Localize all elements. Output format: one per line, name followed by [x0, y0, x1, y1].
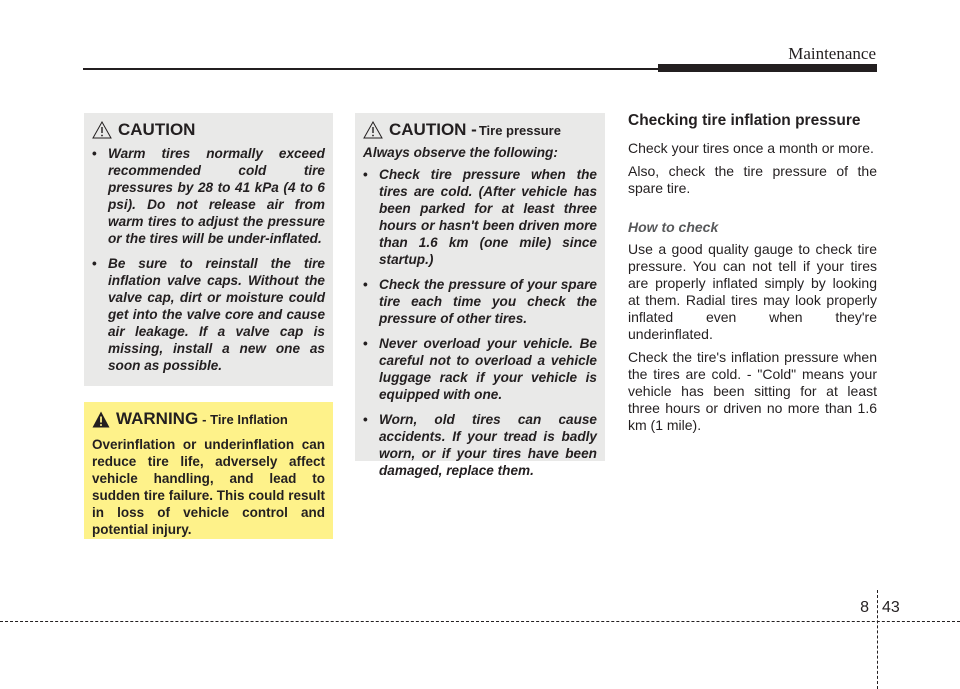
list-item: • Worn, old tires can cause accidents. If your tread is badly worn, or if your tires have been damaged, replace them.: [363, 412, 597, 478]
caution-box-tire-pressure: [355, 113, 605, 478]
page-number: 43: [882, 599, 900, 616]
warning-triangle-icon: [363, 121, 383, 139]
section-heading: Checking tire inflation pressure: [628, 112, 861, 129]
list-item: • Warm tires normally exceed recommended cold tire pressures by 28 to 41 kPa (4 to 6 psi). Do not release air from warm tires to adjust the pressure or the tires will be under-inflated.: [92, 146, 325, 246]
list-item: • Check the pressure of your spare tire each time you check the pressure of other tires.: [363, 277, 597, 326]
warning-triangle-icon: [92, 121, 112, 139]
header-rule-accent: [658, 64, 877, 72]
caution-intro: Always observe the following:: [363, 145, 558, 160]
caution-list: [92, 145, 325, 374]
list-item: • Be sure to reinstall the tire inflation valve caps. Without the valve cap, dirt or moisture could get into the valve core and cause air leakage. If a valve cap is missing, install a new one as soon as possible.: [92, 256, 325, 373]
tire-inflation-section: [628, 112, 877, 440]
paragraph: Also, check the tire pressure of the spare tire.: [628, 163, 877, 196]
caution-title: CAUTION: [118, 120, 196, 139]
warning-subtitle: - Tire Inflation: [202, 411, 288, 427]
warning-body: Overinflation or underinflation can reduce tire life, adversely affect vehicle handling, and lead to sudden tire failure. This could result in loss of vehicle control and potential injury.: [92, 437, 325, 537]
chapter-number: 8: [860, 599, 869, 616]
caution-box-warm-tires: [84, 113, 333, 386]
caution-title: CAUTION -: [389, 120, 477, 139]
header-title: Maintenance: [788, 44, 876, 63]
list-item: • Check tire pressure when the tires are cold. (After vehicle has been parked for at least three hours or hasn't been driven more than 1.6 km (one mile) since startup.): [363, 167, 597, 267]
footer-rule: [0, 621, 960, 622]
paragraph: Check your tires once a month or more.: [628, 140, 874, 156]
section-subheading: How to check: [628, 219, 719, 235]
warning-title: WARNING: [116, 409, 199, 428]
header-rule: [83, 68, 658, 70]
paragraph: Use a good quality gauge to check tire pressure. You can not tell if your tires are properly inflated simply by looking at them. Radial tires may look properly inflated even when they're underinflated.: [628, 241, 877, 342]
warning-box-tire-inflation: [84, 402, 333, 539]
paragraph: Check the tire's inflation pressure when the tires are cold. - "Cold" means your vehicle has been sitting for at least three hours or driven no more than 1.6 km (1 mile).: [628, 349, 877, 433]
list-item: • Never overload your vehicle. Be careful not to overload a vehicle luggage rack if your vehicle is equipped with one.: [363, 336, 597, 402]
footer-divider: [877, 590, 878, 689]
warning-filled-triangle-icon: [92, 411, 110, 428]
caution-subtitle: Tire pressure: [478, 122, 561, 138]
caution-list: [363, 166, 597, 479]
